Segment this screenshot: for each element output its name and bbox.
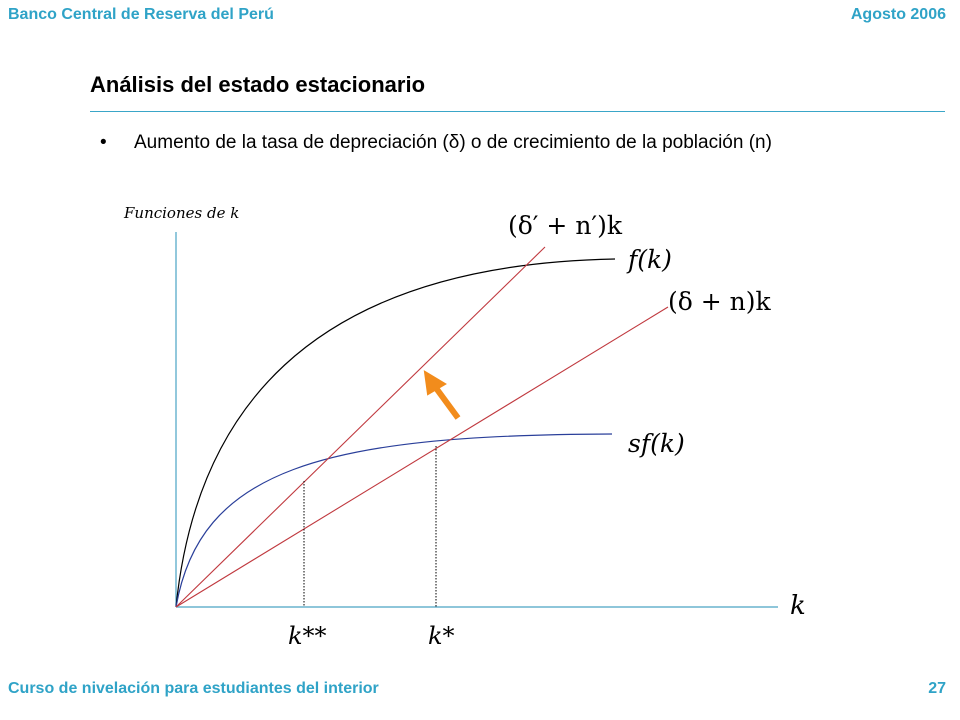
- shift-arrow-shaft: [436, 388, 458, 418]
- x-axis-label: k: [790, 591, 806, 621]
- header-institution: Banco Central de Reserva del Perú: [8, 6, 274, 23]
- new-break-even-line: [176, 247, 545, 607]
- savings-curve: [176, 434, 612, 607]
- shift-arrow-head: [425, 372, 445, 394]
- savings-label: sf(k): [628, 429, 685, 458]
- bullet-text: Aumento de la tasa de depreciación (δ) o de crecimiento de la población (n): [134, 132, 772, 153]
- new-line-label: (δ′ + n′)k: [508, 211, 623, 240]
- page-number: 27: [928, 680, 946, 697]
- header-date: Agosto 2006: [850, 6, 946, 23]
- bullet-marker: •: [100, 132, 107, 153]
- production-curve: [176, 259, 615, 607]
- footer-course: Curso de nivelación para estudiantes del interior: [8, 680, 379, 697]
- old-break-even-line: [176, 307, 668, 607]
- production-label: f(k): [628, 245, 672, 274]
- y-axis-label: Funciones de k: [124, 204, 240, 222]
- slide-title: Análisis del estado estacionario: [90, 72, 426, 97]
- k-old-label: k*: [428, 622, 455, 650]
- old-line-label: (δ + n)k: [668, 287, 771, 316]
- k-new-label: k**: [288, 622, 327, 650]
